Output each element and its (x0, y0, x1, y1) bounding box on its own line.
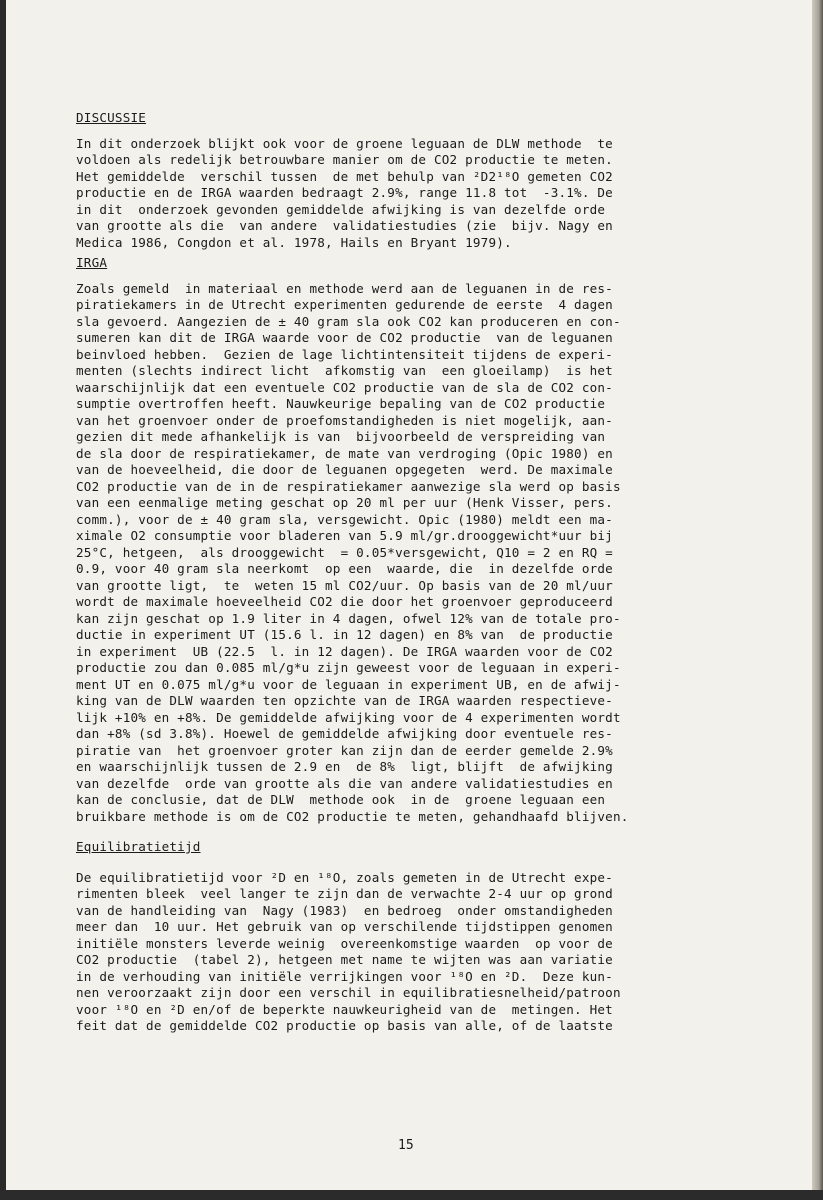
text-line: van dezelfde orde van grootte als die van andere validatiestudies en (76, 775, 613, 791)
text-line: van grootte ligt, te weten 15 ml CO2/uur. Op basis van de 20 ml/uur (76, 577, 613, 593)
text-line: 25°C, hetgeen, als drooggewicht = 0.05*versgewicht, Q10 = 2 en RQ = (76, 544, 613, 560)
section-heading-2: IRGA (76, 255, 108, 270)
section-paragraph-1 (76, 136, 786, 252)
text-line: 0.9, voor 40 gram sla neerkomt op een waarde, die in dezelfde orde (76, 561, 613, 576)
text-line: in experiment UB (22.5 l. in 12 dagen). De IRGA waarden voor de CO2 (76, 643, 613, 659)
text-line: In dit onderzoek blijkt ook voor de groene leguaan de DLW methode te (76, 135, 613, 151)
text-line: in dit onderzoek gevonden gemiddelde afwijking is van dezelfde orde (76, 201, 606, 217)
text-line: en waarschijnlijk tussen de 2.9 en de 8% ligt, blijft de afwijking (76, 759, 613, 774)
text-line: wordt de maximale hoeveelheid CO2 die door het groenvoer geproduceerd (76, 594, 613, 609)
text-line: sumeren kan dit de IRGA waarde voor de CO2 productie van de leguanen (76, 330, 613, 345)
text-line: gezien dit mede afhankelijk is van bijvoorbeeld de verspreiding van (76, 429, 606, 444)
spacer (76, 272, 786, 281)
spacer (76, 856, 786, 870)
text-line: ment UT en 0.075 ml/g*u voor de leguaan in experiment UB, en de afwij- (76, 676, 621, 692)
text-line: lijk +10% en +8%. De gemiddelde afwijking voor de 4 experimenten wordt (76, 709, 621, 725)
text-line: rimenten bleek veel langer te zijn dan de verwachte 2-4 uur op grond (76, 886, 613, 901)
section-paragraph-3 (76, 870, 786, 1035)
text-line: dan +8% (sd 3.8%). Hoewel de gemiddelde afwijking door eventuele res- (76, 726, 613, 741)
text-line: sumptie overtroffen heeft. Nauwkeurige bepaling van de CO2 productie (76, 396, 606, 411)
text-line: Medica 1986, Congdon et al. 1978, Hails en Bryant 1979). (76, 234, 512, 250)
text-line: de sla door de respiratiekamer, de mate van verdroging (Opic 1980) en (76, 445, 613, 461)
scan-bottom-border (0, 1190, 823, 1200)
text-line: piratiekamers in de Utrecht experimenten gedurende de eerste 4 dagen (76, 297, 613, 312)
text-line: productie zou dan 0.085 ml/g*u zijn geweest voor de leguaan in experi- (76, 660, 621, 675)
text-line: nen veroorzaakt zijn door een verschil in equilibratiesnelheid/patroon (76, 985, 621, 1000)
section-paragraph-2 (76, 281, 786, 826)
section-heading-1: DISCUSSIE (76, 110, 147, 125)
text-line: van het groenvoer onder de proefomstandigheden is niet mogelijk, aan- (76, 412, 613, 428)
text-line: meer dan 10 uur. Het gebruik van op verschilende tijdstippen genomen (76, 919, 613, 934)
page-stack-edge (812, 0, 823, 1200)
section-heading-3: Equilibratietijd (76, 839, 201, 854)
spacer (76, 127, 786, 136)
text-line: CO2 productie (tabel 2), hetgeen met name te wijten was aan variatie (76, 952, 613, 967)
text-line: van de hoeveelheid, die door de leguanen opgegeten werd. De maximale (76, 462, 613, 477)
text-line: feit dat de gemiddelde CO2 productie op basis van alle, of de laatste (76, 1018, 613, 1033)
text-line: king van de DLW waarden ten opzichte van de IRGA waarden respectieve- (76, 693, 613, 708)
text-line: beinvloed hebben. Gezien de lage lichtintensiteit tijdens de experi- (76, 346, 613, 362)
text-line: ductie in experiment UT (15.6 l. in 12 dagen) en 8% van de productie (76, 627, 613, 642)
document-body (76, 110, 786, 1035)
text-line: Het gemiddelde verschil tussen de met behulp van ²D2¹⁸O gemeten CO2 (76, 168, 613, 184)
text-line: kan de conclusie, dat de DLW methode ook in de groene leguaan een (76, 792, 606, 807)
text-line: van grootte als die van andere validatiestudies (zie bijv. Nagy en (76, 218, 613, 233)
text-line: CO2 productie van de in de respiratiekamer aanwezige sla werd op basis (76, 478, 621, 494)
spacer (76, 825, 786, 839)
text-line: De equilibratietijd voor ²D en ¹⁸O, zoals gemeten in de Utrecht expe- (76, 869, 613, 885)
text-line: voldoen als redelijk betrouwbare manier om de CO2 productie te meten. (76, 152, 613, 167)
text-line: productie en de IRGA waarden bedraagt 2.9%, range 11.8 tot -3.1%. De (76, 185, 613, 200)
page-number: 15 (398, 1138, 414, 1153)
text-line: bruikbare methode is om de CO2 productie te meten, gehandhaafd blijven. (76, 808, 629, 824)
text-line: voor ¹⁸O en ²D en/of de beperkte nauwkeurigheid van de metingen. Het (76, 1001, 613, 1017)
text-line: waarschijnlijk dat een eventuele CO2 productie van de sla de CO2 con- (76, 379, 613, 395)
text-line: initiële monsters leverde weinig overeenkomstige waarden op voor de (76, 935, 613, 951)
text-line: van de handleiding van Nagy (1983) en bedroeg onder omstandigheden (76, 902, 613, 918)
text-line: ximale O2 consumptie voor bladeren van 5.9 ml/gr.drooggewicht*uur bij (76, 528, 613, 543)
text-line: menten (slechts indirect licht afkomstig van een gloeilamp) is het (76, 363, 613, 378)
text-line: sla gevoerd. Aangezien de ± 40 gram sla ook CO2 kan produceren en con- (76, 313, 621, 329)
text-line: Zoals gemeld in materiaal en methode werd aan de leguanen in de res- (76, 280, 613, 296)
text-line: kan zijn geschat op 1.9 liter in 4 dagen, ofwel 12% van de totale pro- (76, 610, 621, 626)
text-line: piratie van het groenvoer groter kan zijn dan de eerder gemelde 2.9% (76, 742, 613, 758)
text-line: in de verhouding van initiële verrijkingen voor ¹⁸O en ²D. Deze kun- (76, 968, 613, 984)
text-line: comm.), voor de ± 40 gram sla, versgewicht. Opic (1980) meldt een ma- (76, 511, 613, 527)
text-line: van een eenmalige meting geschat op 20 ml per uur (Henk Visser, pers. (76, 495, 613, 510)
